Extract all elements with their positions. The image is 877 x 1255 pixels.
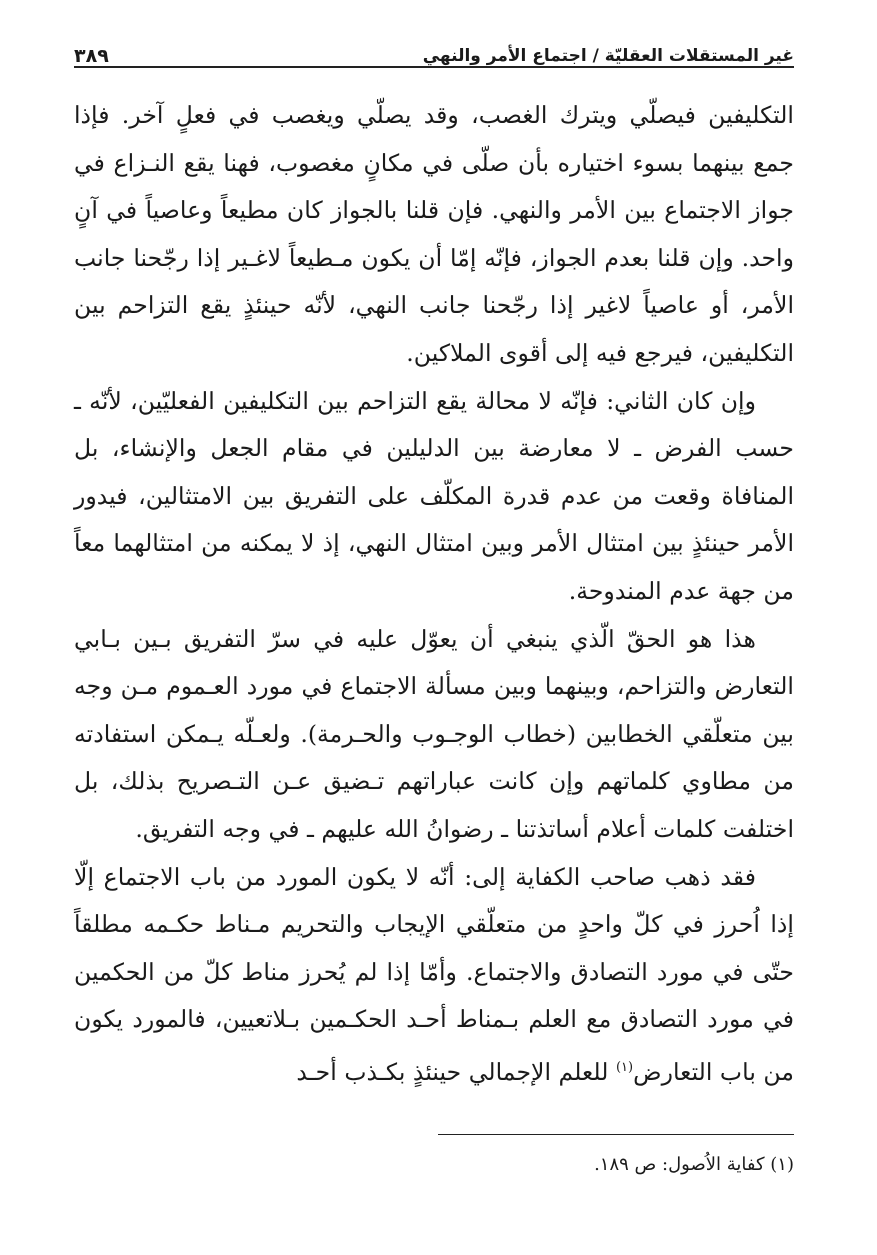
page-number: ٣٨٩: [74, 45, 109, 67]
footnote: (١) كفاية الاُصول: ص ١٨٩.: [594, 1154, 794, 1175]
paragraph-4-text-b: للعلم الإجمالي حينئذٍ بكـذب أحـد: [296, 1057, 616, 1086]
header-divider: [74, 66, 794, 68]
footnote-reference: (١): [615, 1059, 634, 1075]
footnote-divider: [438, 1134, 794, 1135]
paragraph-2: وإن كان الثاني: فإنّه لا محالة يقع التزاحم بين التكليفين الفعليّين، لأنّه ـ حسب الفرض ـ لا معارضة بين الدليلين في مقام الجعل والإنشاء، بل المنافاة وقعت من عدم قدرة المكلّف على التفريق بين الامتثالين، فيدور الأمر حينئذٍ بين امتثال الأمر وبين امتثال النهي، إذ لا يمكنه من امتثالهما معاً من جهة عدم المندوحة.: [74, 386, 794, 605]
paragraph-3: هذا هو الحقّ الّذي ينبغي أن يعوّل عليه في سرّ التفريق بـين بـابي التعارض والتزاحم، وبينهما وبين مسألة الاجتماع في مورد العـموم مـن وجه بين متعلّقي الخطابين (خطاب الوجـوب والحـرمة). ولعـلّه يـمكن استفادته من مطاوي كلماتهم وإن كانت عباراتهم تـضيق عـن التـصريح بذلك، بل اختلفت كلمات أعلام أساتذتنا ـ رضوانُ الله عليهم ـ في وجه التفريق.: [74, 624, 794, 843]
running-header: [74, 33, 794, 67]
running-title: غير المستقلات العقليّة / اجتماع الأمر والنهي: [422, 46, 794, 66]
paragraph-1: التكليفين فيصلّي ويترك الغصب، وقد يصلّي ويغصب في فعلٍ آخر. فإذا جمع بينهما بسوء اختياره بأن صلّى في مكانٍ مغصوب، فهنا يقع النـزاع في جواز الاجتماع بين الأمر والنهي. فإن قلنا بالجواز كان مطيعاً وعاصياً في آنٍ واحد. وإن قلنا بعدم الجواز، فإنّه إمّا أن يكون مـطيعاً لاغـير إذا رجّحنا جانب الأمر، أو عاصياً لاغير إذا رجّحنا جانب النهي، لأنّه حينئذٍ يقع التزاحم بين التكليفين، فيرجع فيه إلى أقوى الملاكين.: [74, 101, 794, 367]
paragraph-4: [74, 854, 794, 1097]
main-text: [74, 92, 794, 1096]
paragraph-4-text-a: فقد ذهب صاحب الكفاية إلى: أنّه لا يكون المورد من باب الاجتماع إلّا إذا اُحرز في كلّ واحدٍ من متعلّقي الإيجاب والتحريم مـناط حكـمه مطلقاً حتّى في مورد التصادق والاجتماع. وأمّا إذا لم يُحرز مناط كلّ من الحكمين في مورد التصادق مع العلم بـمناط أحـد الحكـمين بـلاتعيين، فالمورد يكون من باب التعارض: [74, 862, 794, 1086]
